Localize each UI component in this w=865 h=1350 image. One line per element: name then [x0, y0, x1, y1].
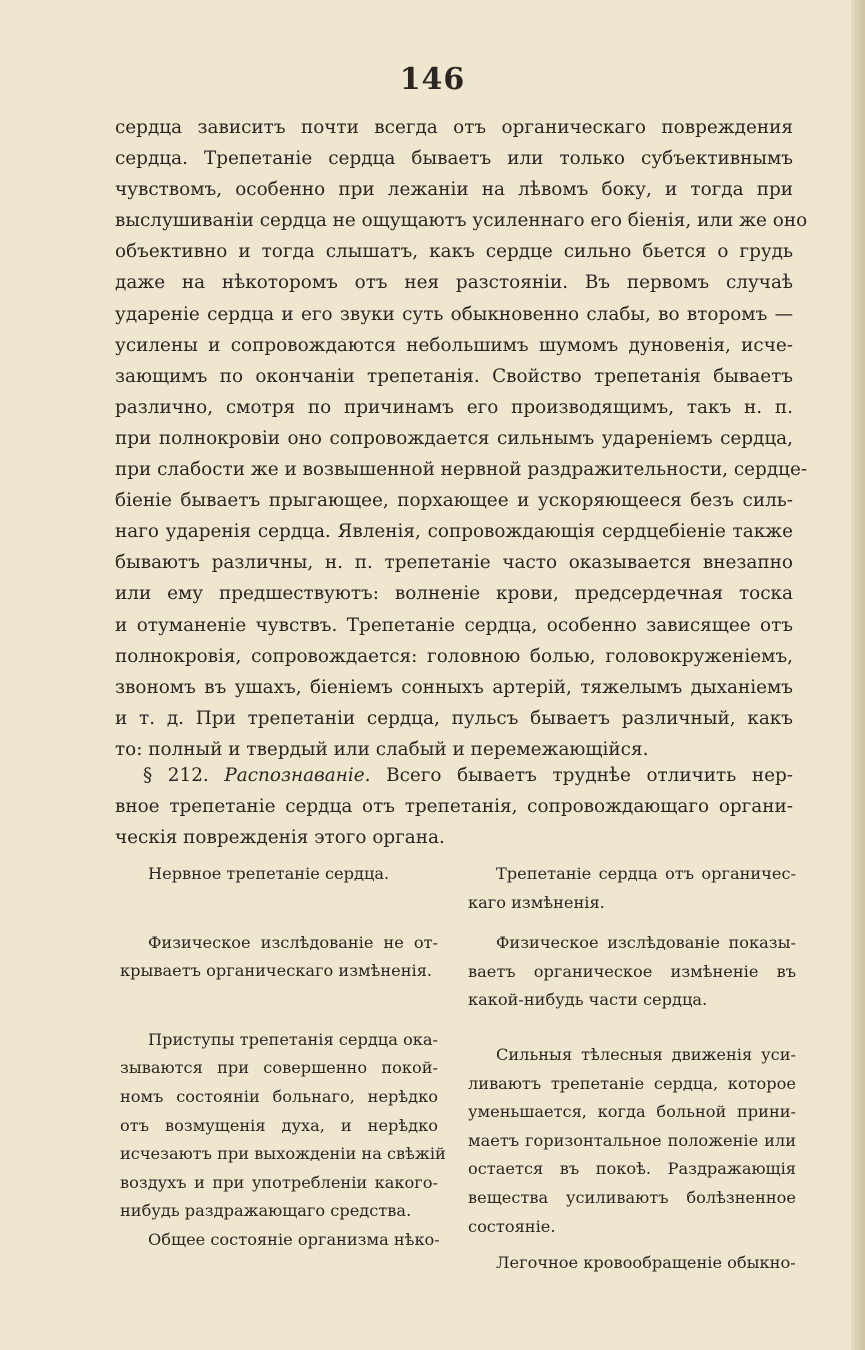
paragraph-line: біеніе бываетъ прыгающее, порхающее и ускоряющееся безъ силь- — [115, 490, 793, 512]
column-line: Сильныя тѣлесныя движенія уси- — [496, 1044, 796, 1064]
section-text: Всего бываетъ труднѣе отличить нер- — [386, 765, 793, 786]
column-line: исчезаютъ при выхожденіи на свѣжій — [120, 1144, 446, 1164]
section-212 — [115, 760, 793, 853]
paragraph-line: чувствомъ, особенно при лежаніи на лѣвомъ боку, и тогда при — [115, 179, 793, 201]
column-line: маетъ горизонтальное положеніе или — [468, 1130, 796, 1150]
section-number: § 212. — [143, 765, 209, 786]
column-line: зываются при совершенно покой- — [120, 1058, 438, 1078]
paragraph-line: при полнокровіи оно сопровождается сильнымъ удареніемъ сердца, — [115, 427, 793, 449]
paragraph-line: или ему предшествуютъ: волненіе крови, предсердечная тоска — [115, 583, 793, 605]
paragraph-line: объективно и тогда слышатъ, какъ сердце сильно бьется о грудь — [115, 241, 793, 263]
paragraph-line: усилены и сопровождаются небольшимъ шумомъ дуновенія, исче- — [115, 334, 793, 356]
paragraph-line: выслушиваніи сердца не ощущаютъ усиленнаго его біенія, или же оно — [115, 210, 808, 232]
section-heading-line — [115, 760, 793, 791]
main-paragraph — [115, 112, 808, 765]
section-line: вное трепетаніе сердца отъ трепетанія, сопровождающаго органи- — [115, 796, 793, 818]
paragraph-line: удареніе сердца и его звуки суть обыкновенно слабы, во второмъ — — [115, 303, 793, 325]
column-line: нибудь раздражающаго средства. — [120, 1201, 412, 1221]
left-column — [120, 860, 446, 1277]
column-line: Физическое изслѣдованіе показы- — [496, 933, 796, 953]
paragraph-line: и т. д. При трепетаніи сердца, пульсъ бываетъ различный, какъ — [115, 707, 793, 729]
column-line: воздухъ и при употребленіи какого- — [120, 1172, 438, 1192]
column-heading: Трепетаніе сердца отъ органичес- — [496, 864, 796, 883]
section-title: Распознаваніе. — [224, 765, 371, 786]
page-edge — [851, 0, 865, 1350]
column-line: Общее состояніе организма нѣко- — [148, 1229, 440, 1249]
column-line: Легочное кровообращеніе обыкно- — [496, 1253, 796, 1273]
column-line: ливаютъ трепетаніе сердца, которое — [468, 1073, 796, 1093]
column-line: ваетъ органическое измѣненіе въ — [468, 961, 796, 981]
paragraph-line: сердца. Трепетаніе сердца бываетъ или только субъективнымъ — [115, 148, 793, 170]
paragraph-line: при слабости же и возвышенной нервной раздражительности, сердце- — [115, 459, 808, 481]
paragraph-line: звономъ въ ушахъ, біеніемъ сонныхъ артерій, тяжелымъ дыханіемъ — [115, 676, 793, 698]
column-line: вещества усиливаютъ болѣзненное — [468, 1187, 796, 1207]
page-number: 146 — [399, 62, 466, 97]
paragraph-line: полнокровія, сопровождается: головною болью, головокруженіемъ, — [115, 645, 793, 667]
paragraph-line: бываютъ различны, н. п. трепетаніе часто оказывается внезапно — [115, 552, 793, 574]
column-heading: Нервное трепетаніе сердца. — [148, 864, 390, 883]
paragraph-line: различно, смотря по причинамъ его производящимъ, такъ н. п. — [115, 396, 793, 418]
column-line: номъ состояніи больнаго, нерѣдко — [120, 1086, 438, 1106]
column-line: крываетъ органическаго измѣненія. — [120, 961, 433, 981]
column-heading: каго измѣненія. — [468, 892, 605, 912]
column-line: отъ возмущенія духа, и нерѣдко — [120, 1115, 438, 1135]
section-line: ческія поврежденія этого органа. — [115, 827, 445, 849]
paragraph-line: сердца зависитъ почти всегда отъ органическаго повреждения — [115, 117, 793, 138]
paragraph-line: то: полный и твердый или слабый и перемежающійся. — [115, 738, 649, 760]
paragraph-line: зающимъ по окончаніи трепетанія. Свойство трепетанія бываетъ — [115, 365, 793, 387]
right-column — [468, 860, 796, 1300]
paragraph-line: даже на нѣкоторомъ отъ нея разстояніи. Въ первомъ случаѣ — [115, 272, 793, 294]
paragraph-line: и отуманеніе чувствъ. Трепетаніе сердца, особенно зависящее отъ — [115, 614, 793, 636]
column-line: уменьшается, когда больной прини- — [468, 1102, 796, 1122]
column-line: Физическое изслѣдованіе не от- — [148, 932, 438, 952]
column-line: состояніе. — [468, 1216, 556, 1236]
column-line: Приступы трепетанія сердца ока- — [148, 1029, 438, 1049]
paragraph-line: наго ударенія сердца. Явленія, сопровождающія сердцебіеніе также — [115, 521, 793, 543]
column-line: какой-нибудь части сердца. — [468, 990, 708, 1010]
column-line: остается въ покоѣ. Раздражающія — [468, 1159, 796, 1179]
